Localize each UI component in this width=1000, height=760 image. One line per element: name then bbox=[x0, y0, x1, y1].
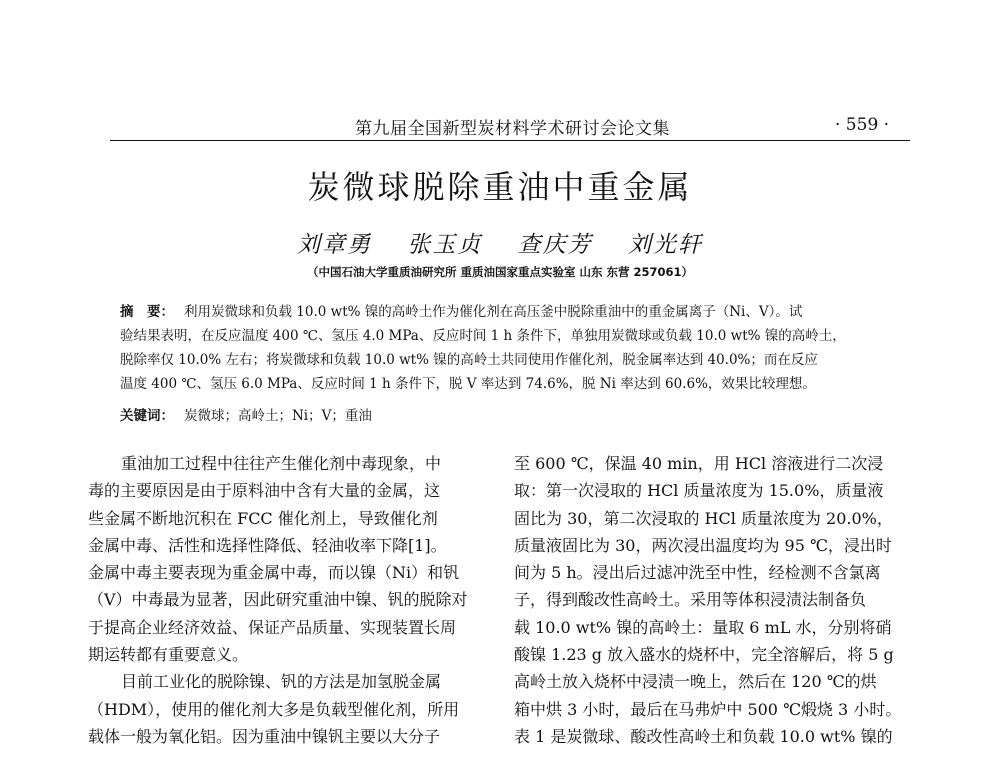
body-line: 些金属不断地沉积在 FCC 催化剂上，导致催化剂 bbox=[88, 508, 438, 528]
body-line: 至 600 ℃，保温 40 min，用 HCl 溶液进行二次浸 bbox=[514, 454, 884, 473]
body-line: （V）中毒最为显著，因此研究重油中镍、钒的脱除对 bbox=[88, 590, 468, 610]
abstract-label: 摘 要： bbox=[120, 304, 174, 320]
body-left-column bbox=[88, 450, 488, 750]
body-line: 金属中毒主要表现为重金属中毒，而以镍（Ni）和钒 bbox=[88, 563, 460, 583]
keywords-label: 关键词： bbox=[120, 408, 174, 424]
body-line: 固比为 30，第二次浸取的 HCl 质量浓度为 20.0%， bbox=[514, 508, 893, 528]
body-line: 表 1 是炭微球、酸改性高岭土和负载 10.0 wt% 镍的 bbox=[514, 726, 893, 746]
body-line: 载体一般为氧化铝。因为重油中镍钒主要以大分子 bbox=[88, 726, 441, 746]
header-rule bbox=[110, 140, 910, 141]
page-number: · 559 · bbox=[835, 115, 890, 135]
abstract-text: 利用炭微球和负载 10.0 wt% 镍的高岭土作为催化剂在高压釜中脱除重油中的重金属离子（Ni、V）。试 bbox=[184, 304, 803, 320]
keywords-text: 炭微球；高岭土；Ni；V；重油 bbox=[184, 408, 372, 424]
abstract-line: 脱除率仅 10.0% 左右；将炭微球和负载 10.0 wt% 镍的高岭土共同使用作催化剂，脱金属率达到 40.0%；而在反应 bbox=[120, 352, 818, 368]
author-1: 刘章勇 bbox=[297, 232, 373, 258]
body-line: 高岭土放入烧杯中浸渍一晚上，然后在 120 ℃的烘 bbox=[514, 672, 877, 692]
abstract bbox=[120, 300, 890, 396]
body-line: 酸镍 1.23 g 放入盛水的烧杯中，完全溶解后，将 5 g bbox=[514, 645, 894, 665]
abstract-line bbox=[120, 300, 890, 324]
body-line: 取：第一次浸取的 HCl 质量浓度为 15.0%，质量液 bbox=[514, 481, 884, 501]
body-line: 金属中毒、活性和选择性降低、轻油收率下降[1]。 bbox=[88, 535, 447, 555]
body-line: 期运转都有重要意义。 bbox=[88, 645, 249, 665]
keywords bbox=[120, 404, 890, 424]
body-line: （HDM），使用的催化剂大多是负载型催化剂，所用 bbox=[88, 699, 460, 719]
body-line: 箱中烘 3 小时，最后在马弗炉中 500 ℃煅烧 3 小时。 bbox=[514, 699, 902, 719]
abstract-line: 温度 400 ℃、氢压 6.0 MPa、反应时间 1 h 条件下，脱 V 率达到 74.6%，脱 Ni 率达到 60.6%，效果比较理想。 bbox=[120, 376, 816, 392]
body-line: 毒的主要原因是由于原料油中含有大量的金属，这 bbox=[88, 481, 441, 501]
body-line: 质量液固比为 30，两次浸出温度均为 95 ℃，浸出时 bbox=[514, 535, 892, 555]
body-line: 于提高企业经济效益、保证产品质量、实现装置长周 bbox=[88, 617, 457, 637]
abstract-line: 验结果表明，在反应温度 400 ℃、氢压 4.0 MPa、反应时间 1 h 条件下，单独用炭微球或负载 10.0 wt% 镍的高岭土， bbox=[120, 328, 846, 344]
affiliation: （中国石油大学重质油研究所 重质油国家重点实验室 山东 东营 257061） bbox=[306, 265, 694, 279]
author-list bbox=[0, 226, 1000, 259]
body-right-column bbox=[514, 450, 914, 750]
body-line: 间为 5 h。浸出后过滤冲洗至中性，经检测不含氯离 bbox=[514, 563, 881, 583]
body-line: 载 10.0 wt% 镍的高岭土：量取 6 mL 水，分别将硝 bbox=[514, 617, 892, 637]
author-2: 张玉贞 bbox=[407, 232, 483, 258]
body-line: 子，得到酸改性高岭土。采用等体积浸渍法制备负 bbox=[514, 590, 867, 610]
body-line: 重油加工过程中往往产生催化剂中毒现象，中 bbox=[121, 454, 442, 473]
author-4: 刘光轩 bbox=[627, 232, 703, 258]
author-3: 查庆芳 bbox=[517, 232, 593, 258]
body-line: 目前工业化的脱除镍、钒的方法是加氢脱金属 bbox=[121, 672, 442, 692]
paper-title: 炭微球脱除重油中重金属 bbox=[307, 168, 693, 206]
running-header-title: 第九届全国新型炭材料学术研讨会论文集 bbox=[355, 119, 670, 139]
